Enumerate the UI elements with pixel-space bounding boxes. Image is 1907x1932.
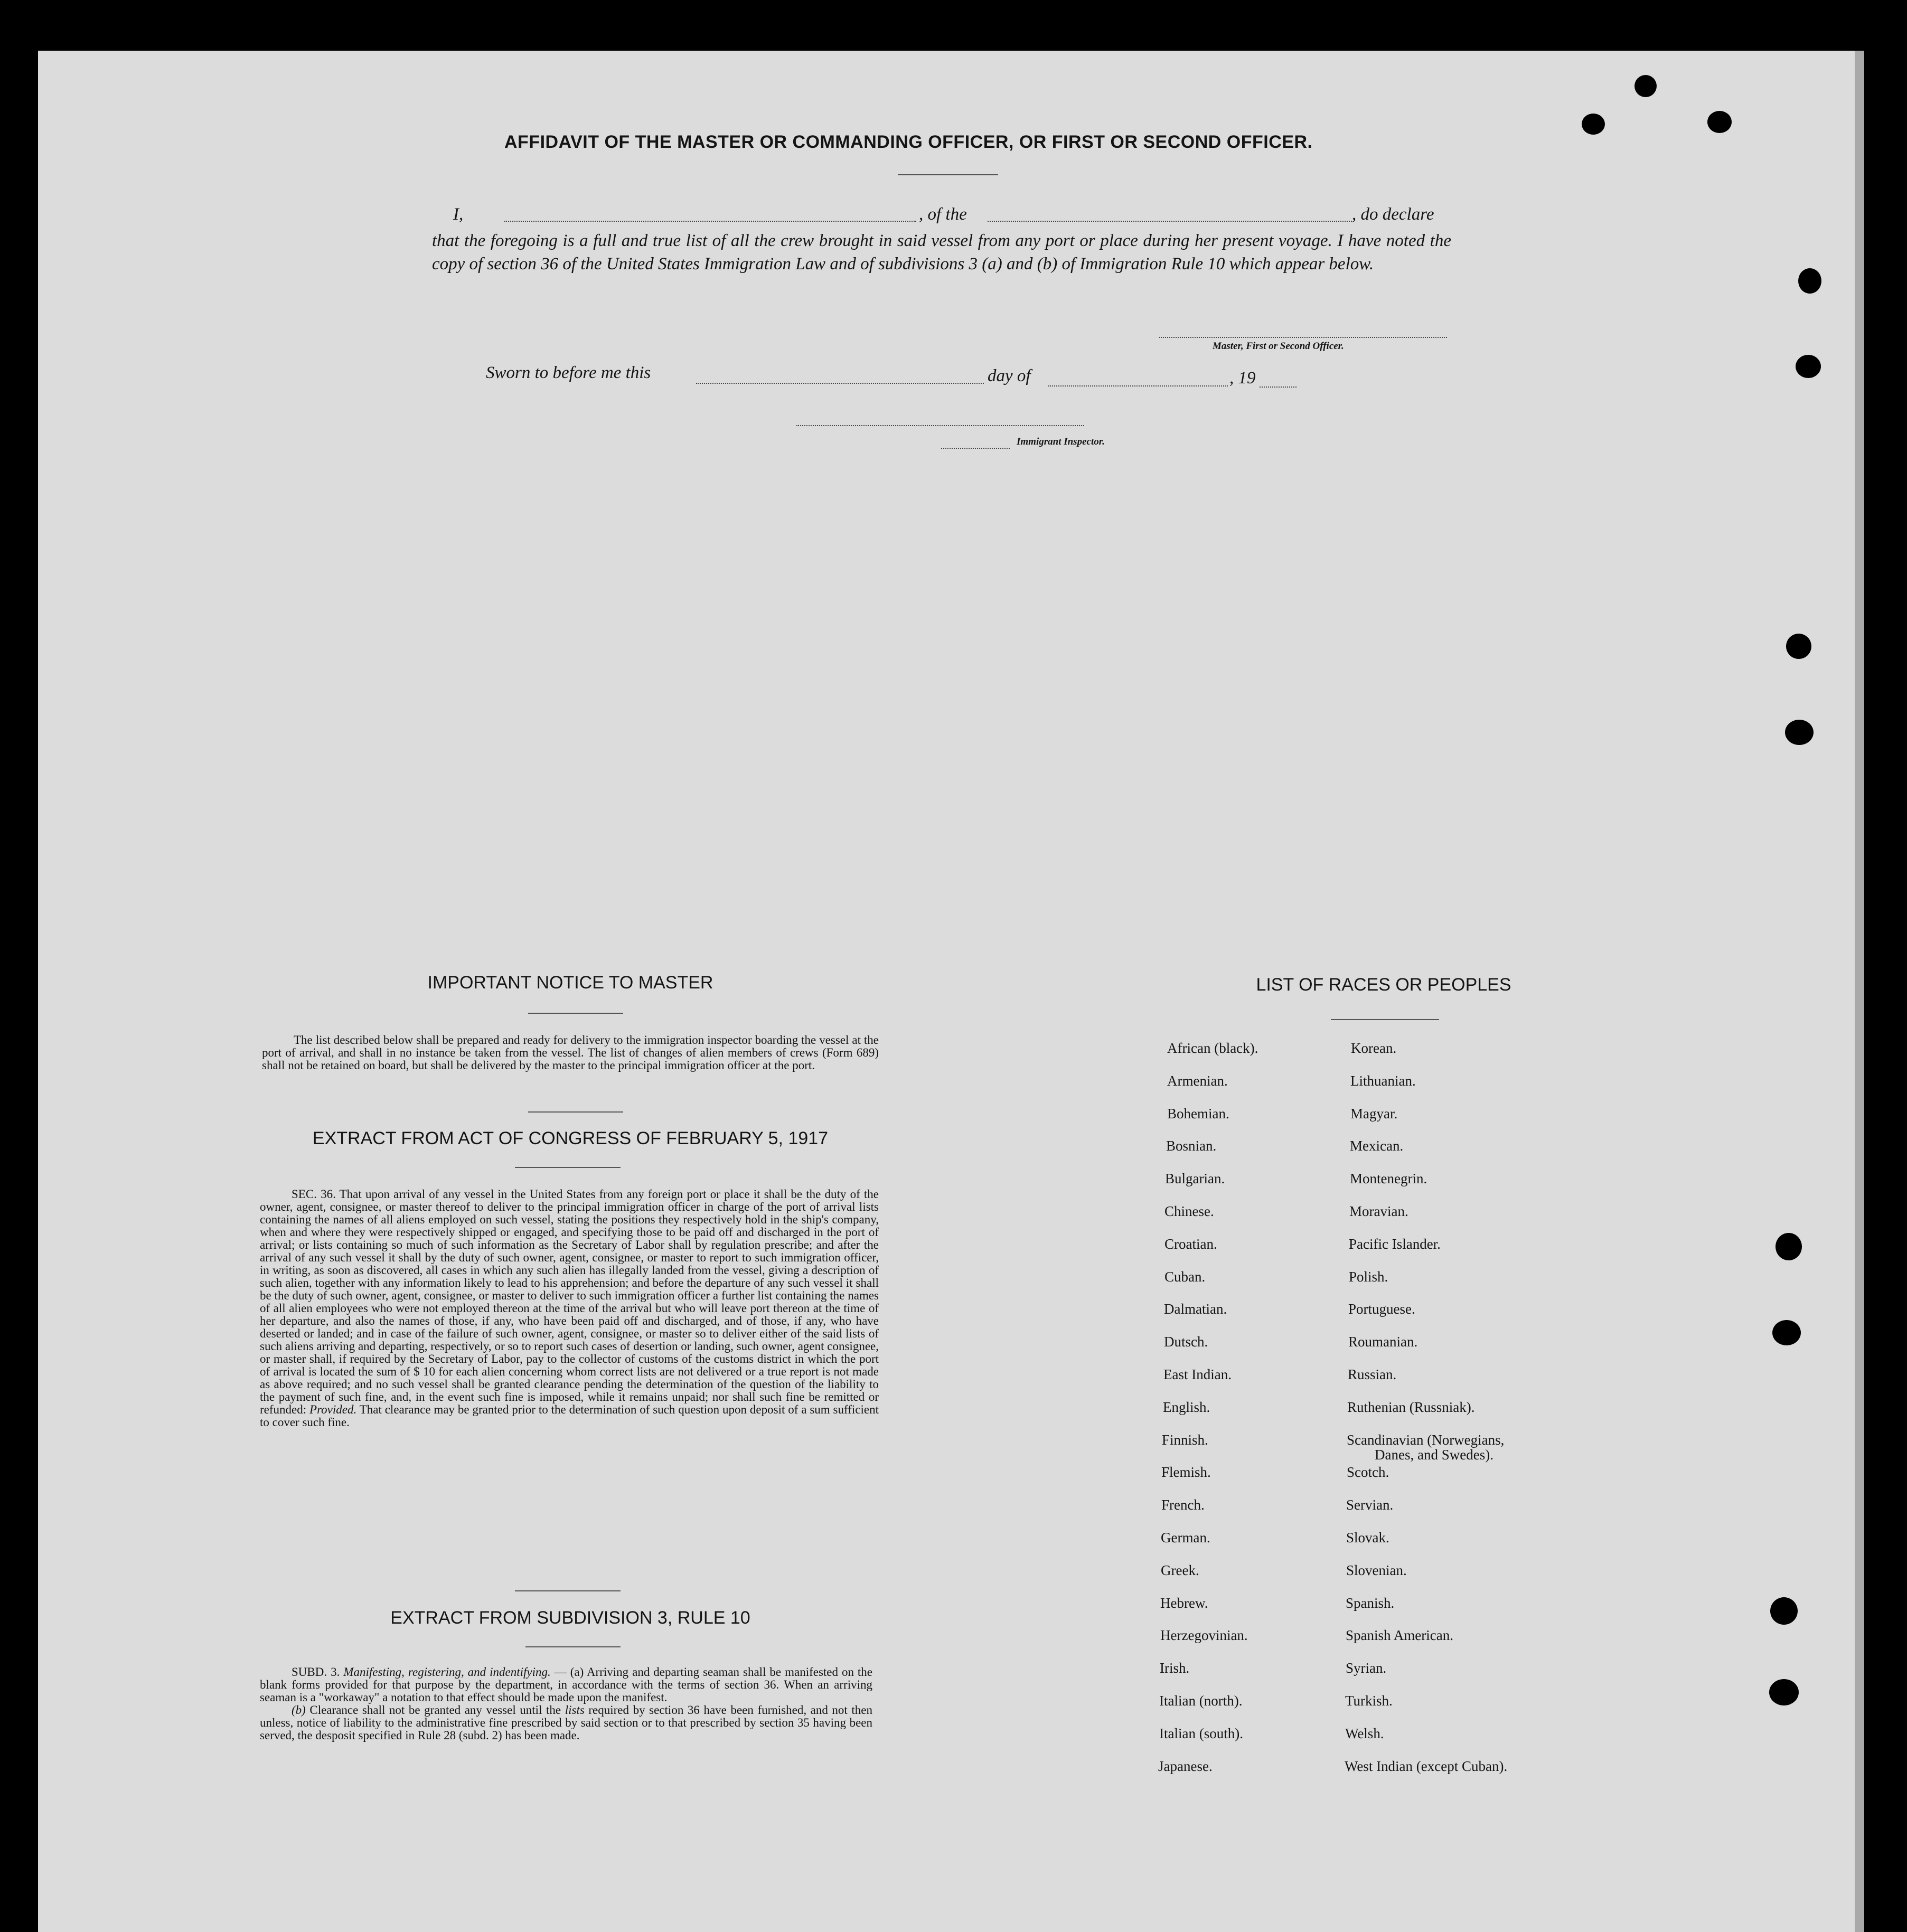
race-right-item: Spanish. [1346, 1595, 1395, 1611]
race-left-item: German. [1161, 1530, 1210, 1545]
race-right-item: Welsh. [1345, 1726, 1384, 1741]
master-signature-label: Master, First or Second Officer. [1213, 341, 1344, 352]
inspector-signature-field[interactable] [796, 425, 1084, 426]
rule-extract-title: EXTRACT FROM SUBDIVISION 3, RULE 10 [390, 1608, 750, 1628]
subd-b-lists-word: lists [565, 1703, 585, 1717]
race-right-item: Servian. [1346, 1497, 1394, 1513]
act-title-rule [515, 1167, 621, 1168]
race-right-item: Syrian. [1346, 1660, 1387, 1676]
race-left-item: Hebrew. [1160, 1595, 1208, 1611]
affidavit-title: AFFIDAVIT OF THE MASTER OR COMMANDING OFFICER, OR FIRST OR SECOND OFFICER. [504, 132, 1313, 152]
sworn-day-field[interactable] [696, 383, 984, 384]
race-left-item: Finnish. [1162, 1432, 1208, 1448]
subd-b-label: (b) [292, 1703, 306, 1717]
sheet-edge [1855, 51, 1864, 1932]
race-left-item: Flemish. [1161, 1464, 1211, 1480]
race-right-item: Scotch. [1347, 1464, 1389, 1480]
race-left-item: Chinese. [1164, 1203, 1214, 1219]
race-right-item: Spanish American. [1346, 1627, 1453, 1643]
punch-hole [1772, 1320, 1801, 1345]
race-left-item: African (black). [1167, 1040, 1258, 1056]
race-left-item: Irish. [1160, 1660, 1190, 1676]
race-scandinavian-cont: Danes, and Swedes). [1375, 1447, 1493, 1463]
rule-title-rule [525, 1646, 621, 1647]
act-extract-paragraph [260, 1188, 879, 1429]
race-right-item: Turkish. [1345, 1693, 1393, 1709]
race-right-item: Moravian. [1349, 1203, 1408, 1219]
punch-hole [1582, 114, 1605, 135]
race-right-item: Montenegrin. [1350, 1171, 1427, 1186]
race-left-item: Bohemian. [1167, 1106, 1229, 1121]
provided-word: Provided. [309, 1403, 357, 1416]
punch-hole [1769, 1679, 1799, 1705]
race-right-item: Mexican. [1350, 1138, 1404, 1154]
race-right-item: Ruthenian (Russniak). [1347, 1399, 1475, 1415]
notice-text-block [262, 1034, 879, 1072]
affidavit-of-the-label: , of the [919, 205, 967, 224]
race-left-item: Bulgarian. [1165, 1171, 1225, 1186]
inspector-prefix-field[interactable] [941, 448, 1010, 449]
race-left-item: Japanese. [1158, 1758, 1213, 1774]
sworn-month-field[interactable] [1048, 385, 1228, 387]
race-right-item: Scandinavian (Norwegians, [1347, 1432, 1505, 1448]
day-of-label: day of [988, 366, 1031, 385]
race-right-item: Portuguese. [1348, 1301, 1415, 1317]
race-left-item: Italian (south). [1159, 1726, 1243, 1741]
race-left-item: East Indian. [1163, 1366, 1232, 1382]
subd-label: SUBD. 3. [292, 1665, 340, 1679]
subd-heading: Manifesting, registering, and indentifying. [343, 1665, 551, 1679]
race-left-item: Dalmatian. [1164, 1301, 1227, 1317]
punch-hole [1707, 111, 1732, 133]
race-right-item: Pacific Islander. [1349, 1236, 1441, 1252]
race-right-item: Russian. [1348, 1366, 1397, 1382]
race-left-item: English. [1163, 1399, 1210, 1415]
punch-hole [1798, 268, 1821, 294]
act-extract-title: EXTRACT FROM ACT OF CONGRESS OF FEBRUARY 5, 1917 [312, 1128, 829, 1148]
race-right-item: Lithuanian. [1350, 1073, 1416, 1089]
race-left-item: French. [1161, 1497, 1205, 1513]
race-right-item: West Indian (except Cuban). [1345, 1758, 1508, 1774]
punch-hole [1796, 355, 1821, 378]
race-left-item: Croatian. [1164, 1236, 1217, 1252]
subd-a-label: — (a) [554, 1665, 584, 1679]
race-left-item: Greek. [1161, 1562, 1199, 1578]
race-right-item: Slovak. [1346, 1530, 1389, 1545]
affidavit-paragraph: that the foregoing is a full and true list of all the crew brought in said vessel from any port or place during her present voyage. I have noted the copy of section 36 of the United States Immigration Law and of subdivisions 3 (a) and (b) of Immigration Rule 10 which appear below. [432, 231, 1451, 274]
subd-b-text-1: Clearance shall not be granted any vessel until the [309, 1703, 561, 1717]
race-left-item: Cuban. [1164, 1269, 1206, 1285]
document-sheet [38, 51, 1855, 1932]
race-right-item: Magyar. [1350, 1106, 1398, 1121]
subd-a-paragraph [260, 1666, 872, 1704]
races-title: LIST OF RACES OR PEOPLES [1256, 975, 1511, 995]
punch-hole [1770, 1597, 1798, 1625]
rule-extract-block [260, 1666, 872, 1742]
vessel-name-field[interactable] [988, 221, 1352, 222]
races-title-rule [1331, 1019, 1439, 1020]
master-signature-field[interactable] [1159, 337, 1447, 338]
officer-name-field[interactable] [504, 221, 916, 222]
sworn-label: Sworn to before me this [486, 363, 651, 382]
punch-hole [1786, 634, 1811, 659]
race-left-item: Dutsch. [1164, 1334, 1208, 1350]
notice-title-rule [528, 1013, 623, 1014]
race-right-item: Korean. [1351, 1040, 1397, 1056]
race-right-item: Roumanian. [1348, 1334, 1418, 1350]
race-right-item: Polish. [1349, 1269, 1388, 1285]
act-extract-text: SEC. 36. That upon arrival of any vessel in the United States from any foreign port or place it shall be the duty of the owner, agent, consignee, or master thereof to deliver to the principal immigration officer in charge of the port of arrival lists containing the names of all aliens employed on such vessel, stating the positions they respectively hold in the ship's company, when and where they were respectively shipped or engaged, and specifying those to be paid off and discharged in the port of arrival; or lists containing so much of such information as the Secretary of Labor shall by regulation prescribe; and after the arrival of any such vessel it shall by the duty of such owner, agent, consignee, or master to report to such immigration officer, in writing, as soon as discovered, all cases in which any such alien has illegally landed from the vessel, giving a description of such alien, together with any information likely to lead to his apprehension; and before the departure of any such vessel it shall be the duty of such owner, agent, consignee, or master to deliver to such immigration officer a further list containing the names of all alien employees who were not employed thereon at the time of the arrival but who will leave port thereon at the time of her departure, and also the names of those, if any, who have been paid off and discharged, and of those, if any, who have deserted or landed; and in case of the failure of such owner, agent, consignee, or master so to deliver either of the said lists of such aliens arriving and departing, respectively, or so to report such cases of desertion or landing, such owner, agent consignee, or master shall, if required by the Secretary of Labor, pay to the collector of customs of the customs district in which the port of arrival is located the sum of $ 10 for each alien concerning whom correct lists are not delivered or a true report is not made as above required; and no such vessel shall be granted clearance pending the determination of the question of the liability to the payment of such fine, and, in the event such fine is imposed, while it remains unpaid; nor shall such fine be remitted or refunded: [260, 1188, 879, 1416]
punch-hole [1785, 720, 1814, 745]
act-extract-text-end: That clearance may be granted prior to the determination of such question upon deposit of a sum sufficient to cover such fine. [260, 1403, 879, 1429]
affidavit-i-label: I, [453, 205, 464, 224]
title-underline [898, 174, 998, 175]
act-rule [515, 1590, 621, 1591]
subd-a-text: Arriving and departing seaman shall be manifested on the blank forms provided for that purpose by the department, in accordance with the terms of section 36. When an arriving seaman is a "workaway" a notation to that effect should be made upon the manifest. [260, 1665, 873, 1704]
race-left-item: Italian (north). [1159, 1693, 1243, 1709]
subd-b-paragraph [260, 1704, 872, 1742]
notice-title: IMPORTANT NOTICE TO MASTER [427, 973, 713, 993]
inspector-label: Immigrant Inspector. [1017, 436, 1105, 447]
notice-text: The list described below shall be prepared and ready for delivery to the immigration inspector boarding the vessel at the port of arrival, and shall in no instance be taken from the vessel. The list of changes of alien members of crews (Form 689) shall not be retained on board, but shall be delivered by the master to the principal immigration officer at the port. [262, 1033, 879, 1072]
punch-hole [1634, 75, 1657, 97]
sworn-year-field[interactable] [1260, 387, 1297, 388]
race-left-item: Bosnian. [1166, 1138, 1217, 1154]
race-left-item: Armenian. [1167, 1073, 1228, 1089]
race-right-item: Slovenian. [1346, 1562, 1407, 1578]
act-extract-block [260, 1188, 879, 1429]
year-prefix-label: , 19 [1229, 369, 1256, 388]
subd-b-text-2: required by section 36 have been furnished, and not then unless, notice of liability to the administrative fine prescribed by said section or to that prescribed by section 35 having been served, the desposit specified in Rule 28 (subd. 2) has been made. [260, 1703, 873, 1742]
notice-rule [528, 1111, 623, 1113]
affidavit-declare-label: , do declare [1352, 205, 1434, 224]
punch-hole [1776, 1233, 1802, 1260]
race-left-item: Herzegovinian. [1160, 1627, 1248, 1643]
